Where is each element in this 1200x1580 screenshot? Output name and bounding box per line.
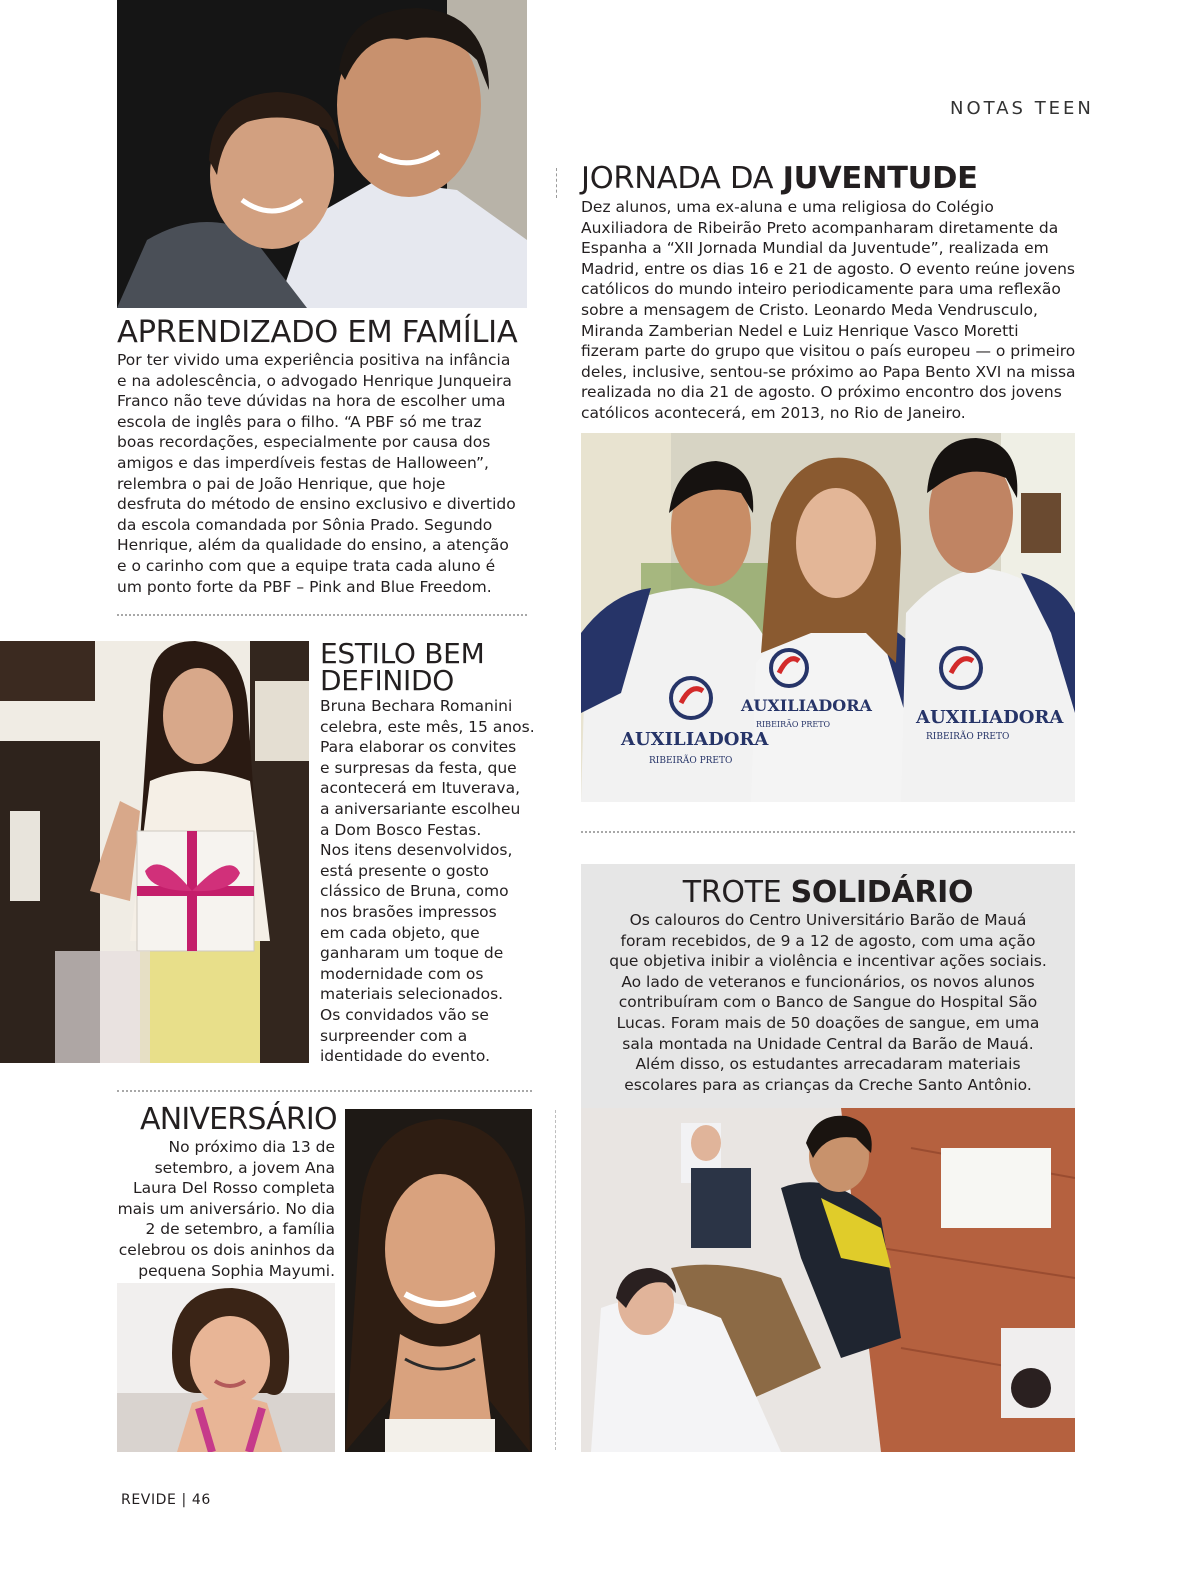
estilo-line: Bruna Bechara Romanini bbox=[320, 697, 513, 715]
jornada-text bbox=[581, 197, 1076, 424]
aprendizado-line: boas recordações, especialmente por causa dos bbox=[117, 433, 491, 452]
estilo-line: ganharam um toque de bbox=[320, 944, 504, 963]
aniversario-line: pequena Sophia Mayumi. bbox=[138, 1261, 335, 1280]
aprendizado-title-light: APRENDIZADO bbox=[117, 315, 338, 350]
estilo-text bbox=[320, 696, 540, 1067]
aprendizado-line: e na adolescência, o advogado Henrique Junqueira bbox=[117, 371, 512, 390]
aprendizado-line: da escola comandada por Sônia Prado. Segundo bbox=[117, 515, 493, 534]
jornada-line: realizada no dia 21 de agosto. O próximo encontro dos jovens bbox=[581, 383, 1062, 402]
trote-line: contribuíram com o Banco de Sangue do Hospital São bbox=[618, 993, 1038, 1012]
jornada-line: Dez alunos, uma ex-aluna e uma religiosa do Colégio bbox=[581, 198, 994, 216]
trote-title-light: TROTE bbox=[682, 875, 791, 910]
estilo-title: ESTILO BEM DEFINIDO bbox=[320, 637, 485, 697]
estilo-line: em cada objeto, que bbox=[320, 923, 480, 942]
estilo-line: está presente o gosto bbox=[320, 861, 489, 880]
aniversario-line: celebrou os dois aninhos da bbox=[118, 1240, 335, 1259]
photo-jornada-students bbox=[581, 433, 1075, 802]
jornada-line: Auxiliadora de Ribeirão Preto acompanharam diretamente da bbox=[581, 218, 1059, 237]
estilo-line: materiais selecionados. bbox=[320, 985, 504, 1004]
estilo-line: nos brasões impressos bbox=[320, 902, 497, 921]
photo-blood-donation bbox=[581, 1108, 1075, 1452]
divider-dotted bbox=[581, 831, 1075, 833]
aniversario-title: ANIVERSÁRIO bbox=[140, 1102, 337, 1137]
aprendizado-line: Por ter vivido uma experiência positiva na infância bbox=[117, 351, 511, 369]
trote-line: Além disso, os estudantes arrecadaram materiais bbox=[635, 1055, 1021, 1074]
photo-sophia bbox=[117, 1283, 335, 1452]
aniversario-line: 2 de setembro, a família bbox=[145, 1220, 335, 1239]
trote-text bbox=[591, 910, 1065, 1095]
aprendizado-line: desfruta do método de ensino exclusivo e divertido bbox=[117, 495, 516, 514]
jornada-line: sobre a mensagem de Cristo. Leonardo Meda Vendrusculo, bbox=[581, 300, 1038, 319]
estilo-line: Os convidados vão se bbox=[320, 1005, 489, 1024]
trote-title-bold: SOLIDÁRIO bbox=[790, 875, 974, 910]
aniversario-line: No próximo dia 13 de bbox=[168, 1138, 335, 1156]
shirt-logo-text: AUXILIADORA bbox=[741, 696, 872, 715]
estilo-line: e surpresas da festa, que bbox=[320, 758, 517, 777]
aniversario-line: mais um aniversário. No dia bbox=[117, 1199, 335, 1218]
column-divider bbox=[556, 168, 557, 198]
trote-line: Lucas. Foram mais de 50 doações de sangue, em uma bbox=[616, 1013, 1040, 1032]
jornada-line: católicos acontecerá, em 2013, no Rio de Janeiro. bbox=[581, 403, 966, 422]
aprendizado-text bbox=[117, 350, 527, 597]
estilo-line: celebra, este mês, 15 anos. bbox=[320, 717, 535, 736]
column-divider bbox=[555, 1110, 556, 1450]
estilo-line: surpreender com a bbox=[320, 1026, 468, 1045]
divider-dotted bbox=[117, 1090, 532, 1092]
shirt-logo-subtext: RIBEIRÃO PRETO bbox=[649, 756, 733, 766]
aniversario-text bbox=[117, 1137, 335, 1281]
jornada-title-light: JORNADA DA bbox=[581, 161, 783, 196]
jornada-title-bold: JUVENTUDE bbox=[782, 161, 978, 196]
estilo-line: a aniversariante escolheu bbox=[320, 799, 521, 818]
aprendizado-title bbox=[117, 315, 518, 350]
trote-line: Os calouros do Centro Universitário Barão de Mauá bbox=[629, 911, 1027, 929]
trote-line: Ao lado de veteranos e funcionários, os novos alunos bbox=[621, 972, 1035, 991]
photo-ana-laura bbox=[345, 1109, 532, 1452]
jornada-line: deles, inclusive, sentou-se próximo ao Papa Bento XVI na missa bbox=[581, 362, 1076, 381]
aprendizado-line: amigos e das imperdíveis festas de Halloween”, bbox=[117, 453, 489, 472]
trote-box bbox=[581, 864, 1075, 1108]
trote-line: escolares para as crianças da Creche Santo Antônio. bbox=[624, 1075, 1032, 1094]
estilo-line: Para elaborar os convites bbox=[320, 738, 517, 757]
shirt-logo-text: AUXILIADORA bbox=[621, 729, 769, 750]
shirt-logo-subtext: RIBEIRÃO PRETO bbox=[926, 732, 1010, 742]
trote-title bbox=[581, 875, 1075, 910]
page-footer: REVIDE | 46 bbox=[121, 1492, 211, 1508]
section-tag: NOTAS TEEN bbox=[950, 98, 1094, 119]
aniversario-line: setembro, a jovem Ana bbox=[154, 1158, 335, 1177]
shirt-logo-text: AUXILIADORA bbox=[916, 707, 1064, 728]
aprendizado-line: um ponto forte da PBF – Pink and Blue Freedom. bbox=[117, 577, 492, 596]
shirt-logo-subtext: RIBEIRÃO PRETO bbox=[756, 720, 831, 729]
photo-father-son bbox=[117, 0, 527, 308]
aprendizado-line: e o carinho com que a equipe trata cada aluno é bbox=[117, 556, 496, 575]
jornada-line: Espanha a “XII Jornada Mundial da Juventude”, realizada em bbox=[581, 239, 1049, 258]
aprendizado-line: escola de inglês para o filho. “A PBF só me traz bbox=[117, 412, 482, 431]
jornada-title bbox=[581, 161, 978, 196]
aprendizado-line: relembra o pai de João Henrique, que hoje bbox=[117, 474, 446, 493]
aniversario-line: Laura Del Rosso completa bbox=[133, 1179, 335, 1198]
photo-bruna-gift bbox=[0, 641, 309, 1063]
trote-line: que objetiva inibir a violência e incentivar ações sociais. bbox=[609, 952, 1047, 971]
jornada-line: Madrid, entre os dias 16 e 21 de agosto. O evento reúne jovens bbox=[581, 259, 1076, 278]
estilo-line: modernidade com os bbox=[320, 964, 484, 983]
estilo-line: Nos itens desenvolvidos, bbox=[320, 841, 513, 860]
jornada-line: católicos do mundo inteiro periodicamente para uma reflexão bbox=[581, 280, 1061, 299]
estilo-line: acontecerá em Ituverava, bbox=[320, 779, 521, 798]
aprendizado-line: Henrique, além da qualidade do ensino, a atenção bbox=[117, 536, 509, 555]
trote-line: foram recebidos, de 9 a 12 de agosto, com uma ação bbox=[620, 931, 1036, 950]
estilo-line: identidade do evento. bbox=[320, 1047, 491, 1066]
jornada-line: Miranda Zamberian Nedel e Luiz Henrique Vasco Moretti bbox=[581, 321, 1019, 340]
trote-line: sala montada na Unidade Central da Barão de Mauá. bbox=[622, 1034, 1034, 1053]
estilo-line: clássico de Bruna, como bbox=[320, 882, 509, 901]
aprendizado-title-rest: EM FAMÍLIA bbox=[337, 315, 518, 350]
aprendizado-line: Franco não teve dúvidas na hora de escolher uma bbox=[117, 392, 506, 411]
divider-dotted bbox=[117, 614, 527, 616]
estilo-line: a Dom Bosco Festas. bbox=[320, 820, 482, 839]
jornada-line: fizeram parte do grupo que visitou o país europeu — o primeiro bbox=[581, 342, 1076, 361]
